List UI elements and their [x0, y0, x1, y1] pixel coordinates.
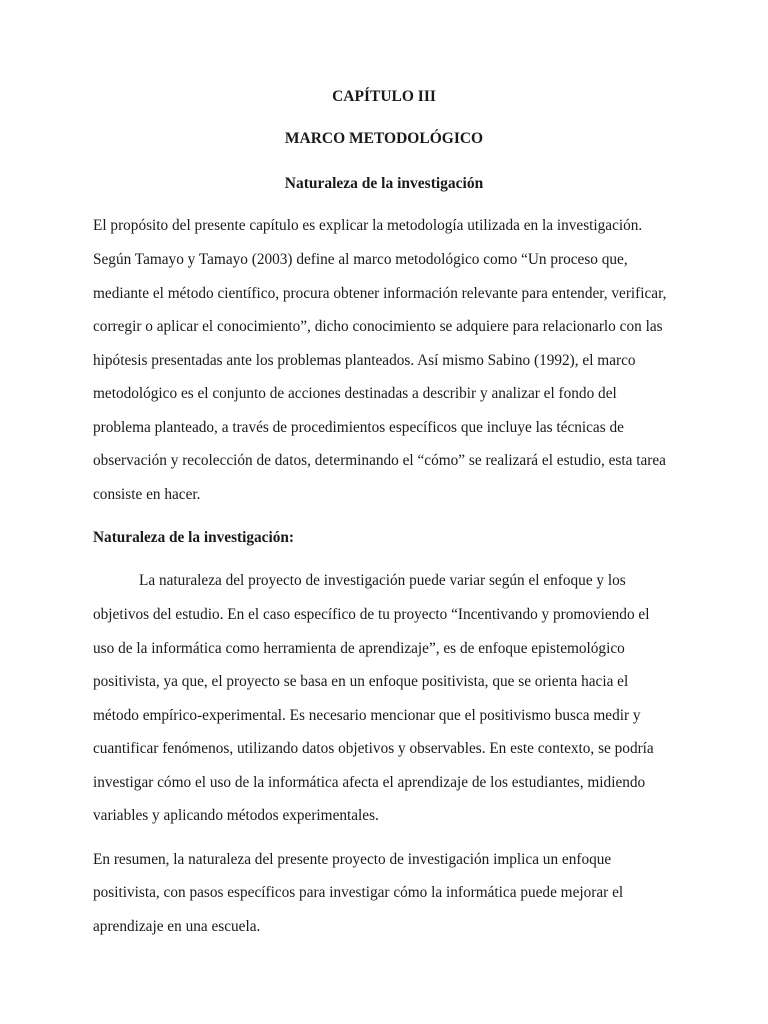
paragraph-line: positivista, con pasos específicos para investigar cómo la informática puede mejorar el: [93, 884, 624, 901]
paragraph-line: problema planteado, a través de procedimientos específicos que incluye las técnicas de: [93, 419, 624, 436]
paragraph-line: La naturaleza del proyecto de investigación puede variar según el enfoque y los: [139, 572, 626, 589]
section-title: MARCO METODOLÓGICO: [284, 130, 484, 147]
paragraph-line: cuantificar fenómenos, utilizando datos objetivos y observables. En este contexto, se podría: [93, 740, 654, 757]
paragraph-line: investigar cómo el uso de la informática afecta el aprendizaje de los estudiantes, midiendo: [93, 774, 646, 791]
paragraph-line: objetivos del estudio. En el caso específico de tu proyecto “Incentivando y promoviendo el: [93, 606, 650, 623]
paragraph-line: metodológico es el conjunto de acciones destinadas a describir y analizar el fondo del: [93, 385, 617, 402]
paragraph-line: El propósito del presente capítulo es explicar la metodología utilizada en la investigación.: [93, 217, 643, 234]
paragraph-line: hipótesis presentadas ante los problemas planteados. Así mismo Sabino (1992), el marco: [93, 352, 636, 369]
paragraph-line: uso de la informática como herramienta de aprendizaje”, es de enfoque epistemológico: [93, 640, 625, 657]
paragraph-line: corregir o aplicar el conocimiento”, dicho conocimiento se adquiere para relacionarlo con las: [93, 318, 663, 335]
paragraph-line: variables y aplicando métodos experimentales.: [93, 807, 379, 824]
paragraph-line: aprendizaje en una escuela.: [93, 918, 261, 935]
paragraph-line: Según Tamayo y Tamayo (2003) define al marco metodológico como “Un proceso que,: [93, 251, 628, 268]
paragraph-line: consiste en hacer.: [93, 486, 201, 503]
subtitle: Naturaleza de la investigación: [284, 175, 484, 192]
section-heading: Naturaleza de la investigación:: [93, 529, 294, 546]
paragraph-line: mediante el método científico, procura obtener información relevante para entender, verificar,: [93, 285, 667, 302]
paragraph-line: método empírico-experimental. Es necesario mencionar que el positivismo busca medir y: [93, 707, 641, 724]
chapter-heading: CAPÍTULO III: [332, 88, 436, 105]
paragraph-line: En resumen, la naturaleza del presente proyecto de investigación implica un enfoque: [93, 851, 612, 868]
paragraph-line: observación y recolección de datos, determinando el “cómo” se realizará el estudio, esta tarea: [93, 452, 666, 469]
paragraph-line: positivista, ya que, el proyecto se basa en un enfoque positivista, que se orienta hacia el: [93, 673, 629, 690]
